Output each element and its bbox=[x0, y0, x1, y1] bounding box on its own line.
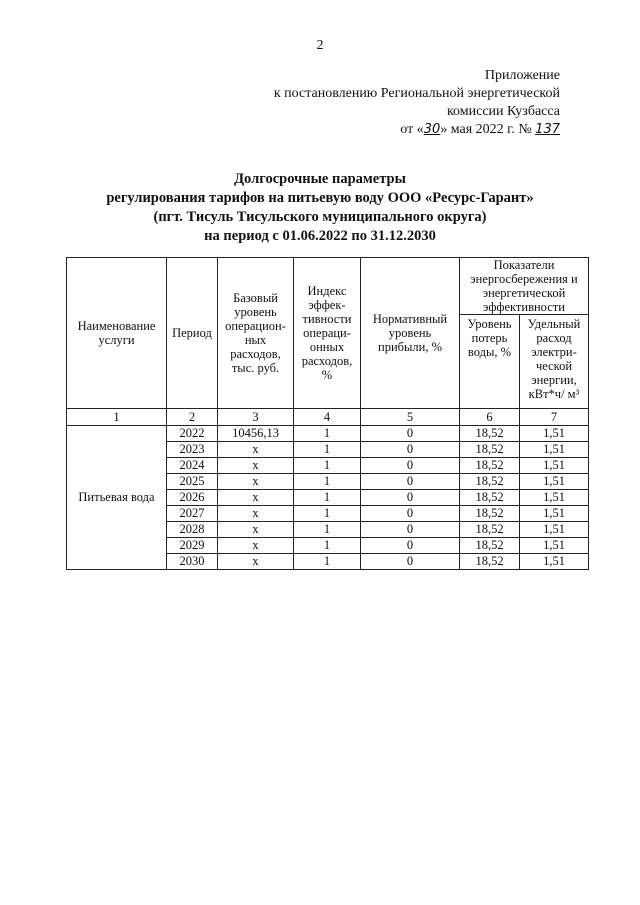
efficiency-index-cell: 1 bbox=[294, 522, 361, 538]
base-level-cell: x bbox=[218, 538, 294, 554]
appendix-date-line bbox=[230, 121, 560, 139]
date-day: 30 bbox=[423, 122, 441, 137]
period-cell: 2029 bbox=[167, 538, 218, 554]
period-cell: 2030 bbox=[167, 554, 218, 570]
decree-number: 137 bbox=[535, 122, 560, 137]
period-cell: 2023 bbox=[167, 442, 218, 458]
appendix-block bbox=[230, 67, 560, 139]
base-level-cell: x bbox=[218, 554, 294, 570]
title-line-3: (пгт. Тисуль Тисульского муниципального округа) bbox=[153, 209, 487, 225]
date-prefix: от « bbox=[400, 122, 424, 137]
period-cell: 2028 bbox=[167, 522, 218, 538]
document-title bbox=[0, 170, 640, 246]
appendix-title: Приложение bbox=[484, 68, 560, 83]
normative-profit-cell: 0 bbox=[361, 458, 460, 474]
water-loss-cell: 18,52 bbox=[460, 474, 520, 490]
normative-profit-cell: 0 bbox=[361, 554, 460, 570]
water-loss-cell: 18,52 bbox=[460, 458, 520, 474]
efficiency-index-cell: 1 bbox=[294, 554, 361, 570]
column-number: 4 bbox=[294, 409, 361, 426]
specific-energy-cell: 1,51 bbox=[520, 426, 589, 442]
specific-energy-cell: 1,51 bbox=[520, 490, 589, 506]
efficiency-index-cell: 1 bbox=[294, 474, 361, 490]
normative-profit-cell: 0 bbox=[361, 442, 460, 458]
page-number: 2 bbox=[316, 38, 324, 53]
column-number: 2 bbox=[167, 409, 218, 426]
water-loss-cell: 18,52 bbox=[460, 554, 520, 570]
specific-energy-cell: 1,51 bbox=[520, 442, 589, 458]
specific-energy-cell: 1,51 bbox=[520, 522, 589, 538]
header-water-loss: Уровень потерь воды, % bbox=[460, 315, 520, 409]
header-period: Период bbox=[167, 258, 218, 409]
specific-energy-cell: 1,51 bbox=[520, 458, 589, 474]
header-base-level: Базовый уровень операцион-ных расходов, тыс. руб. bbox=[218, 258, 294, 409]
efficiency-index-cell: 1 bbox=[294, 426, 361, 442]
specific-energy-cell: 1,51 bbox=[520, 538, 589, 554]
specific-energy-cell: 1,51 bbox=[520, 474, 589, 490]
base-level-cell: 10456,13 bbox=[218, 426, 294, 442]
header-service: Наименование услуги bbox=[67, 258, 167, 409]
water-loss-cell: 18,52 bbox=[460, 506, 520, 522]
header-efficiency-index: Индекс эффек-тивности операци-онных расходов, % bbox=[294, 258, 361, 409]
appendix-commission: комиссии Кузбасса bbox=[446, 104, 560, 119]
normative-profit-cell: 0 bbox=[361, 426, 460, 442]
normative-profit-cell: 0 bbox=[361, 538, 460, 554]
title-line-1: Долгосрочные параметры bbox=[234, 171, 406, 187]
date-suffix: » мая 2022 г. № bbox=[440, 122, 532, 137]
water-loss-cell: 18,52 bbox=[460, 538, 520, 554]
title-line-2: регулирования тарифов на питьевую воду ООО «Ресурс-Гарант» bbox=[106, 190, 534, 206]
header-normative-profit: Нормативный уровень прибыли, % bbox=[361, 258, 460, 409]
column-number: 3 bbox=[218, 409, 294, 426]
service-name-cell: Питьевая вода bbox=[67, 426, 167, 570]
normative-profit-cell: 0 bbox=[361, 522, 460, 538]
normative-profit-cell: 0 bbox=[361, 474, 460, 490]
specific-energy-cell: 1,51 bbox=[520, 554, 589, 570]
header-specific-energy: Удельный расход электри-ческой энергии, кВт*ч/ м³ bbox=[520, 315, 589, 409]
normative-profit-cell: 0 bbox=[361, 506, 460, 522]
efficiency-index-cell: 1 bbox=[294, 490, 361, 506]
column-number: 5 bbox=[361, 409, 460, 426]
header-energy-group: Показатели энергосбережения и энергетической эффективности bbox=[460, 258, 589, 315]
appendix-reference: к постановлению Региональной энергетической bbox=[273, 86, 560, 101]
water-loss-cell: 18,52 bbox=[460, 490, 520, 506]
column-number: 1 bbox=[67, 409, 167, 426]
period-cell: 2025 bbox=[167, 474, 218, 490]
efficiency-index-cell: 1 bbox=[294, 458, 361, 474]
period-cell: 2022 bbox=[167, 426, 218, 442]
base-level-cell: x bbox=[218, 474, 294, 490]
column-number: 6 bbox=[460, 409, 520, 426]
efficiency-index-cell: 1 bbox=[294, 442, 361, 458]
base-level-cell: x bbox=[218, 506, 294, 522]
base-level-cell: x bbox=[218, 522, 294, 538]
efficiency-index-cell: 1 bbox=[294, 506, 361, 522]
water-loss-cell: 18,52 bbox=[460, 426, 520, 442]
tariff-parameters-table bbox=[66, 257, 589, 570]
normative-profit-cell: 0 bbox=[361, 490, 460, 506]
column-number: 7 bbox=[520, 409, 589, 426]
period-cell: 2026 bbox=[167, 490, 218, 506]
efficiency-index-cell: 1 bbox=[294, 538, 361, 554]
base-level-cell: x bbox=[218, 490, 294, 506]
base-level-cell: x bbox=[218, 458, 294, 474]
period-cell: 2024 bbox=[167, 458, 218, 474]
specific-energy-cell: 1,51 bbox=[520, 506, 589, 522]
base-level-cell: x bbox=[218, 442, 294, 458]
water-loss-cell: 18,52 bbox=[460, 522, 520, 538]
title-line-4: на период с 01.06.2022 по 31.12.2030 bbox=[204, 228, 436, 244]
water-loss-cell: 18,52 bbox=[460, 442, 520, 458]
table-row bbox=[67, 426, 589, 442]
period-cell: 2027 bbox=[167, 506, 218, 522]
column-numbers-row bbox=[67, 409, 589, 426]
